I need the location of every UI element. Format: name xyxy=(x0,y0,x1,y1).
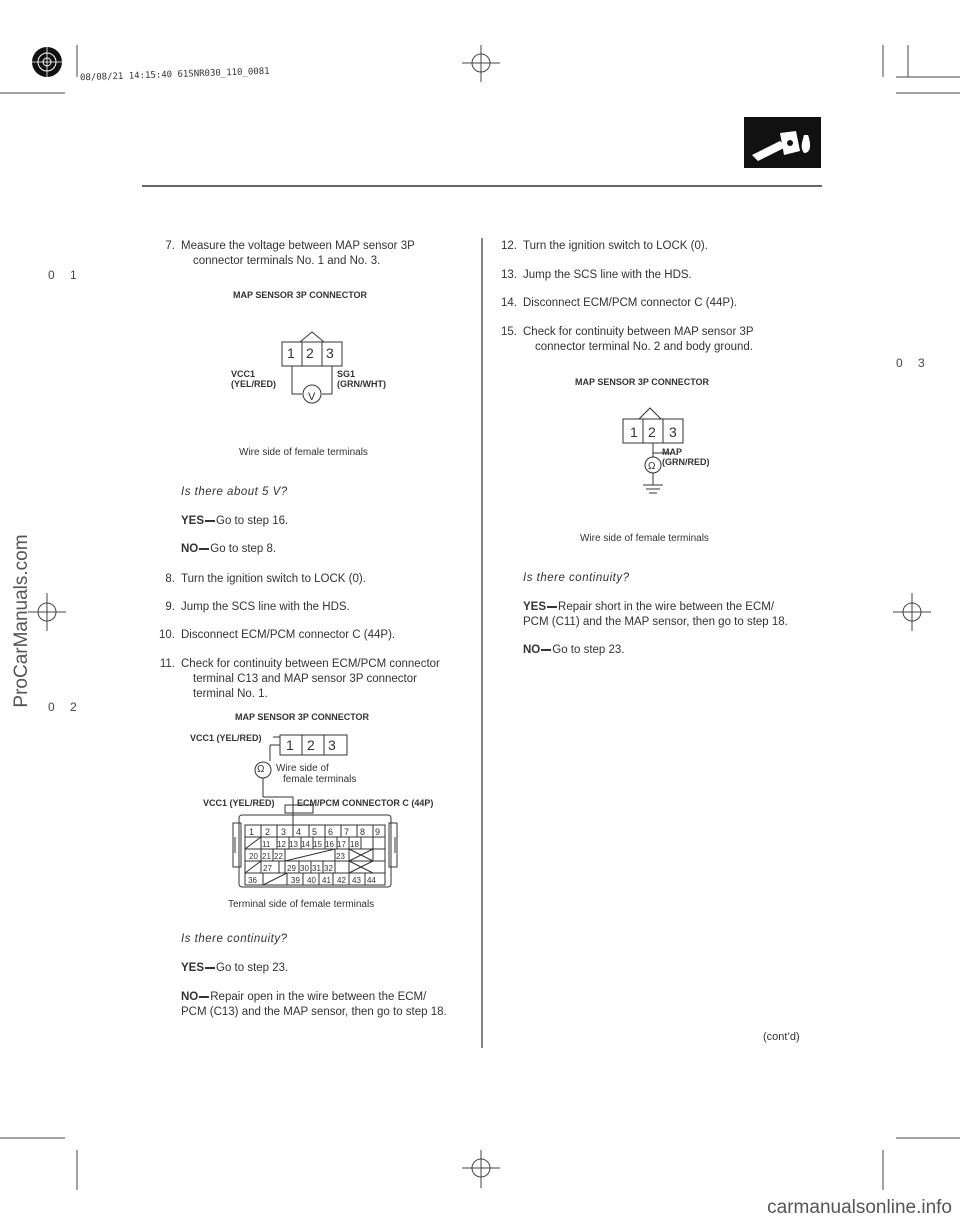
fig2-pin-2: 2 xyxy=(307,737,315,753)
terminal: 41 xyxy=(322,876,331,885)
question-3: Is there continuity? xyxy=(523,572,630,584)
fig1-pin-3: 3 xyxy=(326,345,334,361)
fig2-vcc1-top: VCC1 (YEL/RED) xyxy=(190,733,262,743)
fig3-pin-3: 3 xyxy=(669,424,677,440)
fig1-right-label: SG1 (GRN/WHT) xyxy=(337,369,386,389)
terminal: 4 xyxy=(296,827,302,837)
fig2-wire-side-label: Wire side of female terminals xyxy=(276,763,357,785)
terminal: 22 xyxy=(274,852,283,861)
fig2-pin-3: 3 xyxy=(328,737,336,753)
terminal: 32 xyxy=(324,864,333,873)
terminal: 39 xyxy=(291,876,300,885)
terminal: 5 xyxy=(312,827,318,837)
watermark-vertical: ProCarManuals.com xyxy=(11,534,32,708)
margin-mark-right: 0 3 xyxy=(896,356,931,370)
answer-no-1: NO Go to step 8. xyxy=(181,543,277,555)
fig2-pin-1: 1 xyxy=(286,737,294,753)
answer-yes-1: YES Go to step 16. xyxy=(181,515,289,527)
answer-no-3: NO Go to step 23. xyxy=(523,644,625,656)
watermark-bottom: carmanualsonline.info xyxy=(767,1197,952,1218)
terminal: 27 xyxy=(263,864,272,873)
terminal: 3 xyxy=(281,827,287,837)
terminal: 18 xyxy=(350,840,359,849)
terminal: 17 xyxy=(337,840,346,849)
fuel-nozzle-icon xyxy=(744,117,821,168)
fig1-pin-2: 2 xyxy=(306,345,314,361)
fig3-map-label: MAP (GRN/RED) xyxy=(662,447,710,467)
fig1-pin-1: 1 xyxy=(287,345,295,361)
margin-mark-left-top: 0 1 xyxy=(48,268,83,282)
terminal: 42 xyxy=(337,876,346,885)
terminal: 44 xyxy=(367,876,376,885)
terminal: 29 xyxy=(287,864,296,873)
terminal: 16 xyxy=(325,840,334,849)
margin-mark-left-bottom: 0 2 xyxy=(48,700,83,714)
terminal: 2 xyxy=(265,827,271,837)
terminal: 13 xyxy=(289,840,298,849)
continued-note: (cont’d) xyxy=(763,1031,800,1043)
terminal: 1 xyxy=(249,827,255,837)
fig2-vcc1-bottom: VCC1 (YEL/RED) xyxy=(203,798,275,808)
answer-no-2: NO Repair open in the wire between the ECM/ PCM (C13) and the MAP sensor, then go to step 18. xyxy=(181,991,447,1018)
terminal: 20 xyxy=(249,852,258,861)
terminal: 15 xyxy=(313,840,322,849)
fig2-ohm-symbol: Ω xyxy=(257,764,265,775)
terminal: 12 xyxy=(277,840,286,849)
question-1: Is there about 5 V? xyxy=(181,486,288,498)
question-2: Is there continuity? xyxy=(181,933,288,945)
fig2-caption: Terminal side of female terminals xyxy=(228,899,375,910)
fig3-pin-1: 1 xyxy=(630,424,638,440)
terminal: 23 xyxy=(336,852,345,861)
svg-text:V: V xyxy=(308,391,316,403)
terminal: 21 xyxy=(262,852,271,861)
terminal: 40 xyxy=(307,876,316,885)
terminal: 36 xyxy=(248,876,257,885)
fig3-title: MAP SENSOR 3P CONNECTOR xyxy=(575,377,710,387)
terminal: 8 xyxy=(360,827,366,837)
print-timestamp: 08/08/21 14:15:40 61SNR030_110_0081 xyxy=(79,66,270,84)
terminal: 7 xyxy=(344,827,350,837)
terminal: 9 xyxy=(375,827,381,837)
fig1-title: MAP SENSOR 3P CONNECTOR xyxy=(233,290,368,300)
terminal: 30 xyxy=(300,864,309,873)
fig3-pin-2: 2 xyxy=(648,424,656,440)
terminal: 11 xyxy=(262,840,271,849)
answer-yes-3: YES Repair short in the wire between the ECM/ PCM (C11) and the MAP sensor, then go to step 18. xyxy=(523,601,788,628)
fig1-left-label: VCC1 (YEL/RED) xyxy=(231,369,276,389)
svg-text:Ω: Ω xyxy=(648,461,656,472)
terminal: 6 xyxy=(328,827,334,837)
fig1-caption: Wire side of female terminals xyxy=(239,447,368,458)
fig2-ecm-label: ECM/PCM CONNECTOR C (44P) xyxy=(297,798,434,808)
answer-yes-2: YES Go to step 23. xyxy=(181,962,289,974)
terminal: 31 xyxy=(312,864,321,873)
fig3-caption: Wire side of female terminals xyxy=(580,533,709,544)
registration-disc xyxy=(29,44,65,80)
terminal: 14 xyxy=(301,840,310,849)
terminal: 43 xyxy=(352,876,361,885)
fig2-title: MAP SENSOR 3P CONNECTOR xyxy=(235,712,370,722)
